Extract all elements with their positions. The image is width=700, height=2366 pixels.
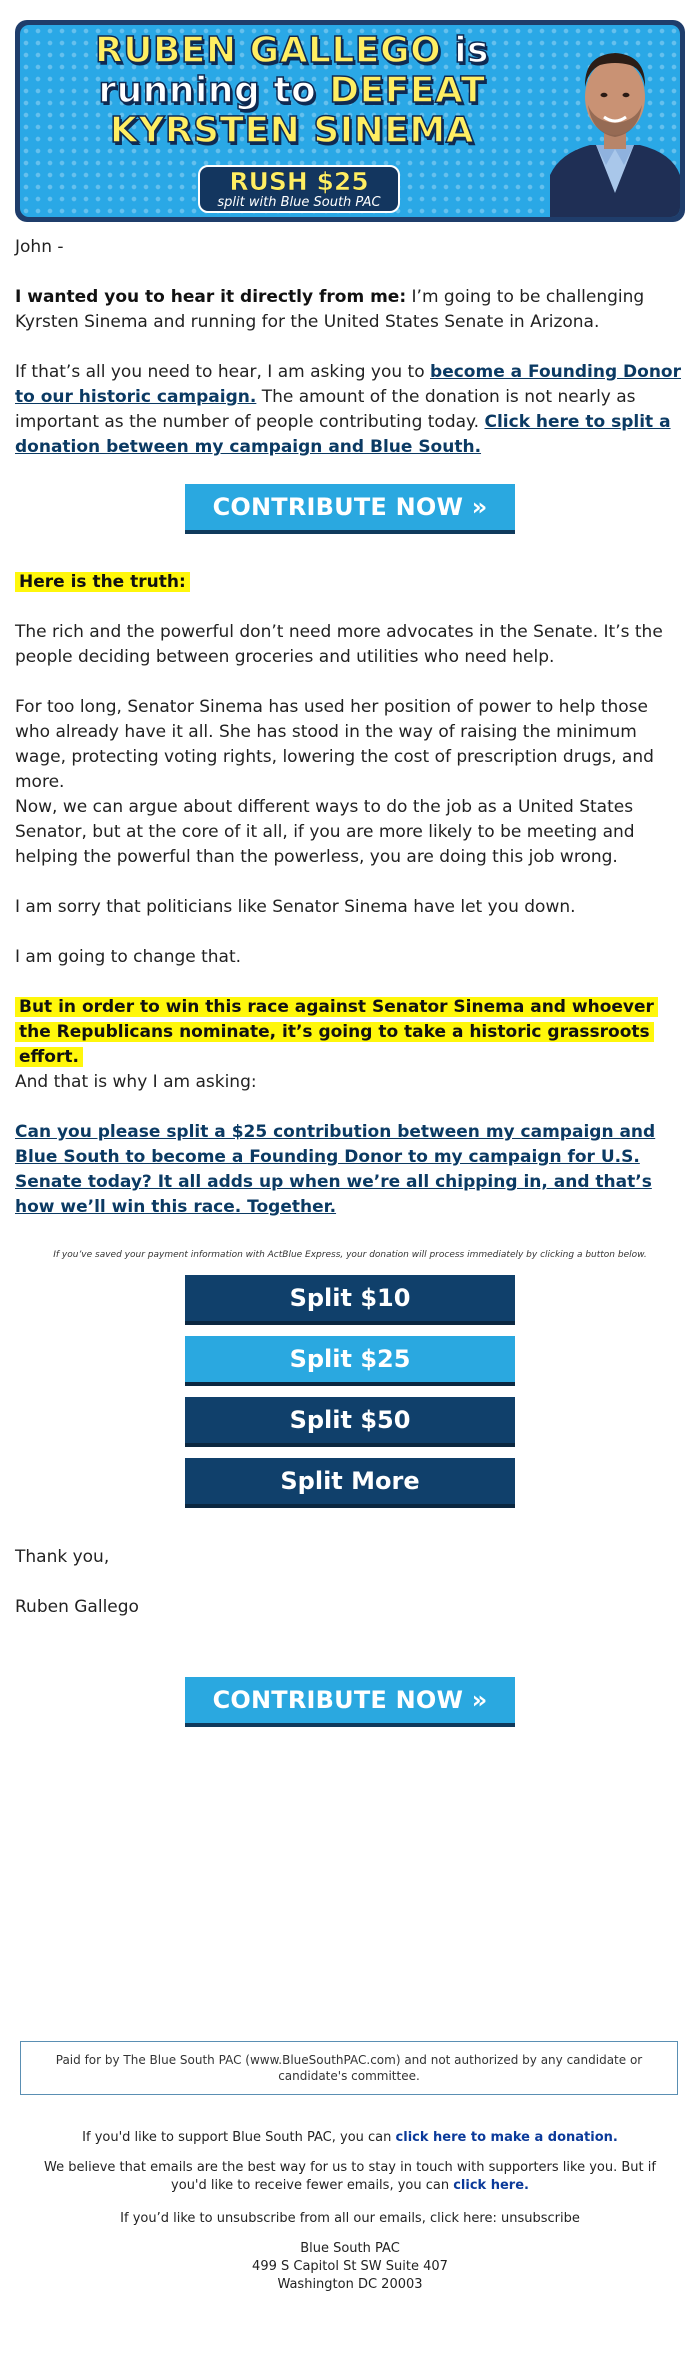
rush-title: RUSH $25 — [229, 167, 369, 196]
ask-link-paragraph — [15, 1120, 685, 1220]
intro-bold-lead: I wanted you to hear it directly from me: — [15, 287, 407, 307]
paid-for-disclaimer: Paid for by The Blue South PAC (www.BlueSouthPAC.com) and not authorized by any candidate or candidate's committee. — [20, 2041, 678, 2095]
address-street: 499 S Capitol St SW Suite 407 — [252, 2259, 448, 2274]
paragraph-sorry: I am sorry that politicians like Senator Sinema have let you down. — [15, 897, 576, 917]
paragraph-job-wrong: Now, we can argue about different ways to do the job as a United States Senator, but at the core of it all, if you are more likely to be meeting and helping the powerful than the powerless, you are doing this job wrong. — [15, 797, 635, 867]
paragraph-change: I am going to change that. — [15, 947, 242, 967]
intro-text: I’m going to be challenging Kyrsten Sinema and running for the United States Senate in Arizona. — [15, 287, 645, 332]
truth-heading: Here is the truth: — [15, 572, 190, 592]
grassroots-highlight: But in order to win this race against Senator Sinema and whoever the Republicans nominate, it’s going to take a historic grassroots effort. — [15, 997, 658, 1067]
fewer-emails-text: We believe that emails are the best way for us to stay in touch with supporters like you. But if you'd like to receive fewer emails, you can — [44, 2160, 656, 2193]
greeting: John - — [15, 237, 64, 257]
header-banner[interactable] — [15, 20, 685, 222]
signature: Ruben Gallego — [15, 1597, 139, 1617]
split-25-button[interactable]: Split $25 — [185, 1336, 515, 1386]
split-donation-link[interactable]: Click here to split a donation between my campaign and Blue South. — [15, 412, 671, 457]
split-more-button[interactable]: Split More — [185, 1458, 515, 1508]
address-name: Blue South PAC — [300, 2241, 400, 2256]
support-text: If you'd like to support Blue South PAC, you can — [82, 2130, 396, 2145]
unsubscribe-link[interactable]: unsubscribe — [500, 2211, 580, 2226]
rush-subtitle: split with Blue South PAC — [217, 195, 381, 210]
ask-paragraph — [15, 360, 685, 460]
banner-line1-rest: is — [441, 30, 489, 71]
banner-line3: KYRSTEN SINEMA — [109, 110, 475, 151]
support-line — [15, 2129, 685, 2147]
unsubscribe-text: If you’d like to unsubscribe from all our emails, click here: — [120, 2211, 501, 2226]
paragraph-rich-powerful: The rich and the powerful don’t need more advocates in the Senate. It’s the people deciding between groceries and utilities who need help. — [15, 622, 663, 667]
intro-paragraph — [15, 285, 685, 335]
fewer-emails-line — [15, 2159, 685, 2195]
fewer-emails-link[interactable]: click here. — [453, 2178, 529, 2193]
banner-background — [20, 25, 680, 217]
paragraph-asking: And that is why I am asking: — [15, 1072, 257, 1092]
contribute-now-button-top[interactable]: CONTRIBUTE NOW » — [185, 484, 515, 534]
address-city: Washington DC 20003 — [277, 2277, 423, 2292]
banner-line2-prefix: running to — [98, 70, 330, 111]
paragraph-sinema-record: For too long, Senator Sinema has used her position of power to help those who already have it all. She has stood in the way of raising the minimum wage, protecting voting rights, lowering the cost of prescription drugs, and more. — [15, 697, 654, 792]
actblue-express-note: If you’ve saved your payment information with ActBlue Express, your donation will process immediately by clicking a button below. — [53, 1250, 647, 1260]
split-10-button[interactable]: Split $10 — [185, 1275, 515, 1325]
banner-line2-highlight: DEFEAT — [329, 70, 486, 111]
founding-donor-link[interactable]: become a Founding Donor to our historic campaign. — [15, 362, 681, 407]
ask-text-2: The amount of the donation is not nearly as important as the number of people contributing today. — [15, 387, 636, 432]
make-donation-link[interactable]: click here to make a donation. — [395, 2130, 618, 2145]
rush-badge[interactable] — [198, 165, 400, 213]
banner-headline — [24, 31, 560, 151]
ask-text-1: If that’s all you need to hear, I am asking you to — [15, 362, 431, 382]
banner-candidate-name: RUBEN GALLEGO — [95, 30, 442, 71]
split-25-ask-link[interactable]: Can you please split a $25 contribution between my campaign and Blue South to become a Founding Donor to my campaign for U.S. Senate today? It all adds up when we’re all chipping in, and that’s how we’ll win this race. Together. — [15, 1122, 656, 1217]
split-50-button[interactable]: Split $50 — [185, 1397, 515, 1447]
highlight-paragraph-row — [15, 995, 685, 1070]
truth-heading-row — [15, 570, 685, 595]
unsubscribe-line — [15, 2210, 685, 2228]
contribute-now-button-bottom[interactable]: CONTRIBUTE NOW » — [185, 1677, 515, 1727]
candidate-photo — [550, 25, 680, 217]
closing-line: Thank you, — [15, 1547, 110, 1567]
